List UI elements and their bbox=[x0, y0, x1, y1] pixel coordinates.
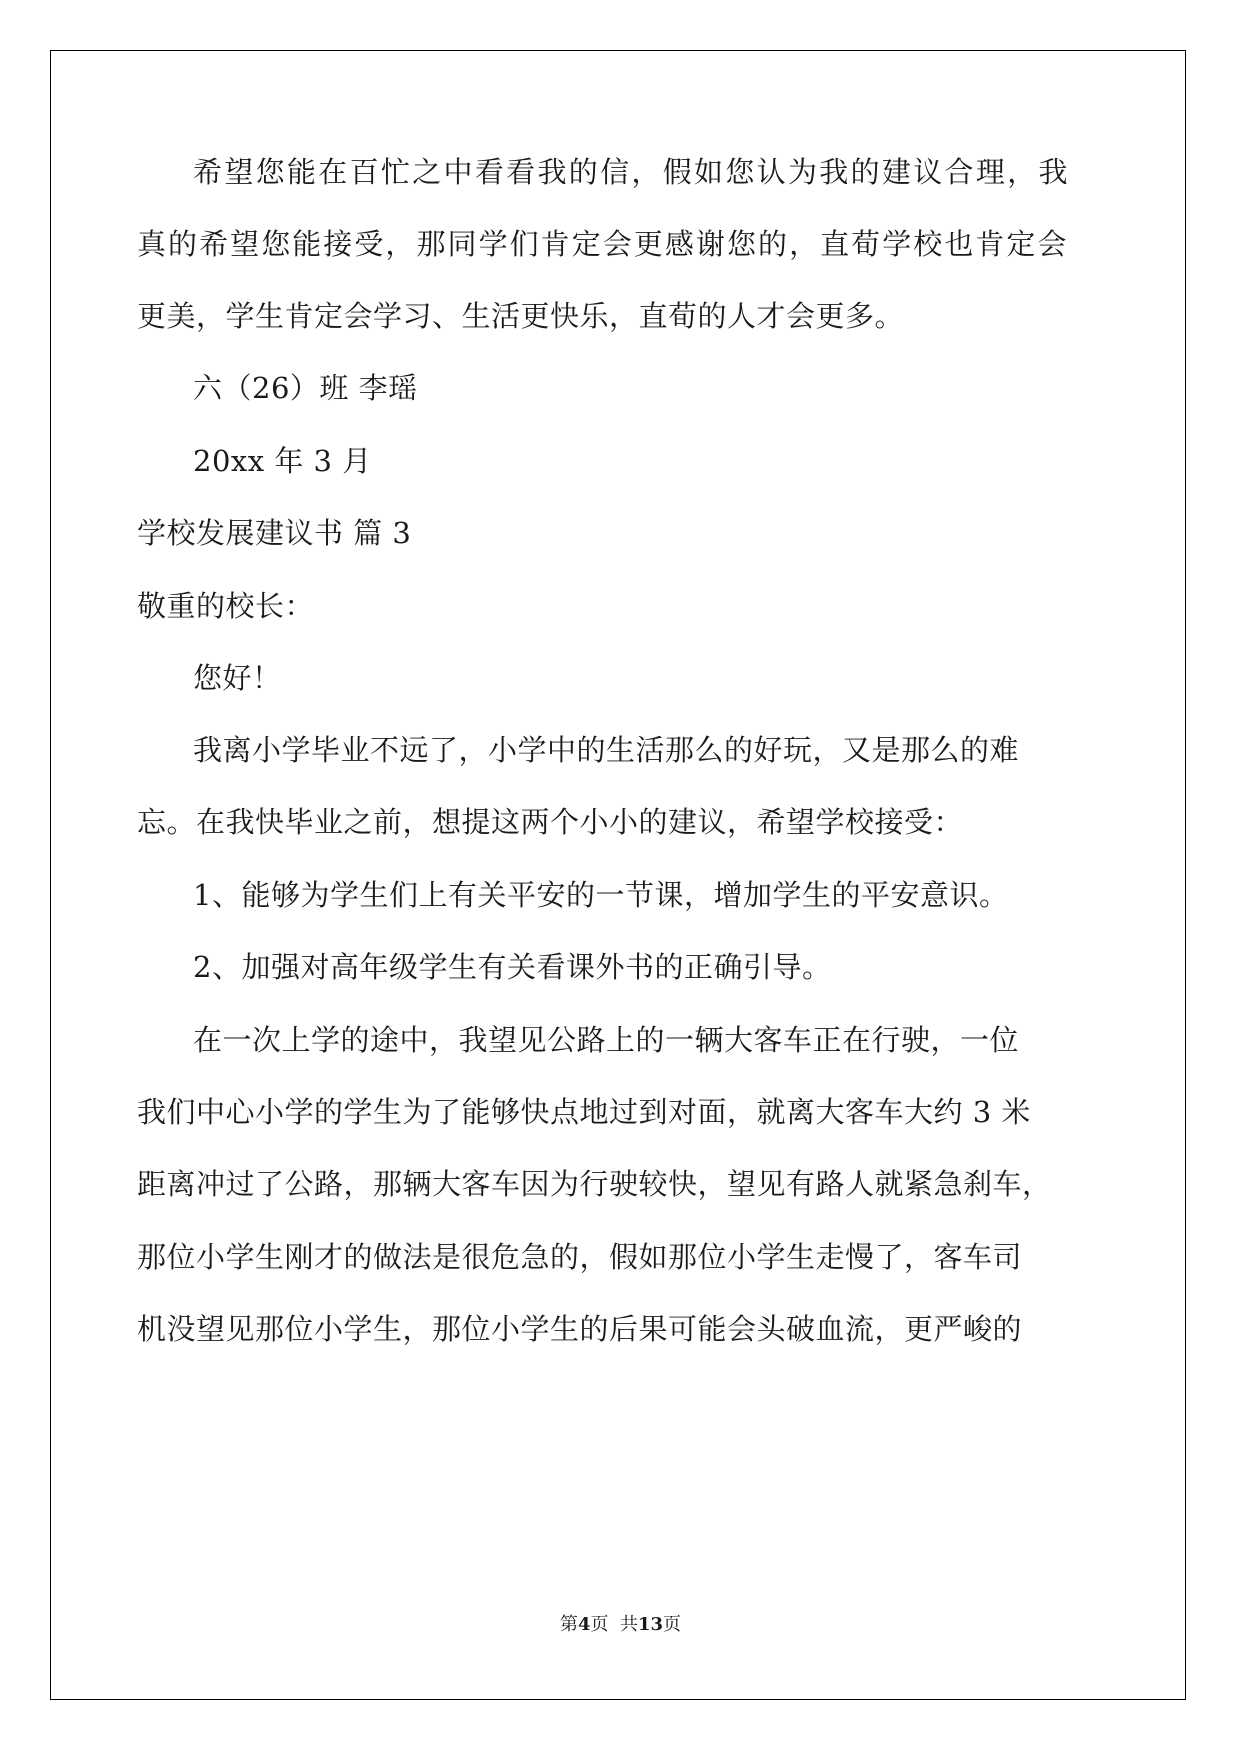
page-border bbox=[50, 50, 1186, 1700]
footer-suffix: 页 bbox=[663, 1614, 682, 1635]
current-page-number: 4 bbox=[577, 1614, 591, 1635]
section-title: 学校发展建议书 篇 3 bbox=[137, 516, 412, 550]
list-item: 2、加强对高年级学生有关看课外书的正确引导。 bbox=[193, 950, 832, 984]
paragraph-line: 那位小学生刚才的做法是很危急的，假如那位小学生走慢了，客车司 bbox=[137, 1240, 1023, 1274]
paragraph-line: 希望您能在百忙之中看看我的信，假如您认为我的建议合理，我 bbox=[193, 155, 1068, 189]
paragraph-line: 距离冲过了公路，那辆大客车因为行驶较快，望见有路人就紧急刹车， bbox=[137, 1167, 1052, 1201]
paragraph-line: 在一次上学的途中，我望见公路上的一辆大客车正在行驶，一位 bbox=[193, 1023, 1020, 1057]
paragraph-line: 更美，学生肯定会学习、生活更快乐，直荀的人才会更多。 bbox=[137, 299, 905, 333]
signature-date: 20xx 年 3 月 bbox=[193, 444, 372, 478]
paragraph-line: 我离小学毕业不远了，小学中的生活那么的好玩，又是那么的难 bbox=[193, 733, 1020, 767]
list-item: 1、能够为学生们上有关平安的一节课，增加学生的平安意识。 bbox=[193, 878, 1009, 912]
salutation: 敬重的校长： bbox=[137, 589, 315, 623]
signature-class-name: 六（26）班 李瑶 bbox=[193, 371, 418, 405]
footer-prefix: 第 bbox=[559, 1614, 578, 1635]
paragraph-line: 忘。在我快毕业之前，想提这两个小小的建议，希望学校接受： bbox=[137, 805, 964, 839]
paragraph-line: 机没望见那位小学生，那位小学生的后果可能会头破血流，更严峻的 bbox=[137, 1312, 1023, 1346]
paragraph-line: 我们中心小学的学生为了能够快点地过到对面，就离大客车大约 3 米 bbox=[137, 1095, 1031, 1129]
footer-mid: 页 共 bbox=[590, 1614, 638, 1635]
greeting: 您好！ bbox=[193, 661, 282, 695]
page-footer bbox=[0, 1610, 1241, 1636]
total-page-count: 13 bbox=[637, 1614, 664, 1635]
paragraph-line: 真的希望您能接受，那同学们肯定会更感谢您的，直荀学校也肯定会 bbox=[137, 227, 1067, 261]
